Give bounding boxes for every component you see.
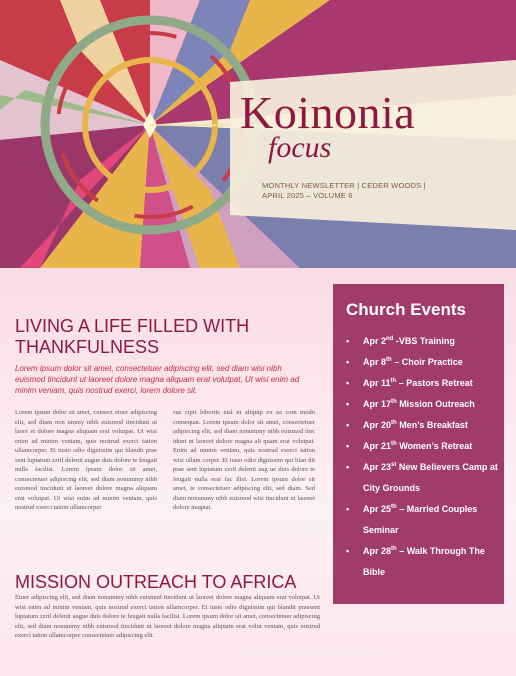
- newsletter-tagline: [262, 181, 462, 201]
- tagline-line2: APRIL 2025 – VOLUME 6: [262, 191, 353, 200]
- article1-heading-line1: LIVING A LIFE FILLED WITH: [15, 316, 250, 336]
- article2-heading: MISSION OUTREACH TO AFRICA: [15, 572, 297, 592]
- article1-column-1: Lorem ipsum dolor sit amet, consect etuer adipiscing elit, sed diam non ummy nibh euismod tincidunt ut laore et dolore magna aliquam erat volutpat. Ut wisi enim ad minim veniam, quis nostrud exerci tation ullamcorper. Et iusto odio dignissim qui blandit prae sent luptatum zzril delenit augue duis dolore te feugait nulla facilisi. Lorem ipsum dolor sit amet, consectetuer adipiscing elit, sed diam nonummy nibh euismod tincidunt ut laoreet dolore magna aliquam erat volutpat. Ut wisi enim ad minim veniam, quis nostrud exerci tation ullamcorper: [15, 409, 157, 511]
- article1-column-2: sus cipit lobortis nisl ut aliquip ex ea com modo consequat. Lorem ipsum dolor sit amet, consectetuer adipiscing elit, sed diam nonummy nibh euismod tinc idunt ut laoreet dolore magna ali quam erat volutpat. Enim ad minim veniam, quis nostrud exerci tation wisi ullam corper. Et iusto odio dignissim qui blan dit prae sent luptatum zzril delenit aug ue duis dolore te feugait nulla erat fac ilisi. Lorem ipsum dolor sit amet, te consectetuer adipiscing elit, sed diam. Sed diam nonummy nibh euismod wisi tincidunt ut laoreet dolore magnat.: [173, 409, 315, 511]
- event-item: • Apr 8th – Choir Practice: [343, 352, 501, 373]
- event-item: • Apr 17th Mission Outreach: [343, 394, 501, 415]
- article1-heading-line2: THANKFULNESS: [15, 337, 160, 357]
- article2-body: Etuer adipiscing elit, sed diam nonummy nibh euismod tincidunt ut laoreet dolore magna aliquam erat volutpat. Ut wisi enim ad minim veniam, quis nostrud exerci tation ullamcorper. Et iusto odio dignissim qui blandit praesent luptatum zzril delenit augue duis dolore te feugait nulla facilisi. Lorem ipsum dolor sit amet, consectetuer adipiscing elit, sed diam nonummy nibh euismod tincidunt ut laoreet dolore magna aliquam erat volut veniam, quis nostrud exerci tation ullamcorper consectetuer adipiscing elit.: [15, 594, 320, 639]
- newsletter-title: Koinonia: [240, 87, 416, 138]
- church-events-panel: [333, 284, 504, 604]
- tagline-line1: MONTHLY NEWSLETTER | CEDER WOODS |: [262, 181, 426, 190]
- event-item: • Apr 11th – Pastors Retreat: [343, 373, 501, 394]
- article1-heading: [15, 316, 315, 358]
- event-item: • Apr 20th Men’s Breakfast: [343, 415, 501, 436]
- header-banner: [0, 0, 516, 268]
- events-title: Church Events: [346, 300, 466, 319]
- event-item: • Apr 21th Women’s Retreat: [343, 436, 501, 457]
- event-item: • Apr 25th – Married Couples Seminar: [343, 499, 501, 541]
- article1-intro: Lorem ipsum dolor sit amet, consectetuer adipiscing elit, sed diam wisi nibh euismod tincidunt ut laoreet dolore magna aliquam erat volutpat, Ut wisi enim ad minim veniam, quis nostrud exerci, lorem dolore sit.: [15, 364, 300, 395]
- event-item: • Apr 23st New Believers Camp at City Grounds: [343, 457, 501, 499]
- events-list: [343, 331, 501, 583]
- event-item: • Apr 28th – Walk Through The Bible: [343, 541, 501, 583]
- newsletter-subtitle: focus: [268, 131, 332, 164]
- event-item: • Apr 2nd -VBS Training: [343, 331, 501, 352]
